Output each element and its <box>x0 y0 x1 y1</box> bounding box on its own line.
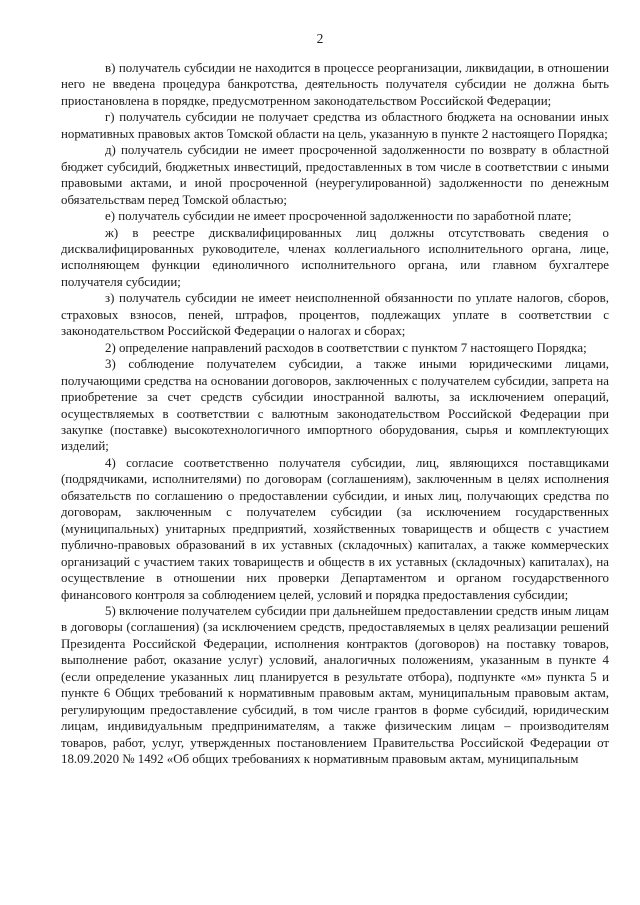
paragraph-d-overdue-debt: д) получатель субсидии не имеет просроченной задолженности по возврату в областной бюджет субсидий, бюджетных инвестиций, предоставленных в том числе в соответствии с иными правовыми актами, и иной просроченной (неурегулированной) задолженности по денежным обязательствам перед Томской областью; <box>61 143 609 207</box>
paragraph-2-expense-directions: 2) определение направлений расходов в соответствии с пунктом 7 настоящего Порядка; <box>105 340 587 355</box>
paragraph-5-contract-conditions: 5) включение получателем субсидии при дальнейшем предоставлении средств иным лицам в договоры (соглашения) (за исключением средств, предоставляемых в целях реализации решений Президента Российской Федерации, исполнения контрактов (договоров) на поставку товаров, выполнение работ, оказание услуг) условий, аналогичных положениям, указанным в пункте 4 (если определение указанных лиц планируется в результате отбора), подпункте «м» пункта 5 и пункте 6 Общих требований к нормативным правовым актам, муниципальным правовым актам, регулирующим предоставление субсидий, в том числе грантов в форме субсидий, юридическим лицам, индивидуальным предпринимателям, а также физическим лицам – производителям товаров, работ, услуг, утвержденных постановлением Правительства Российской Федерации от 18.09.2020 № 1492 «Об общих требованиях к нормативным правовым актам, муниципальным <box>61 603 609 767</box>
page-number: 2 <box>316 31 324 46</box>
paragraph-g-regional-budget: г) получатель субсидии не получает средства из областного бюджета на основании иных нормативных правовых актов Томской области на цель, указанную в пункте 2 настоящего Порядка; <box>61 110 609 141</box>
paragraph-3-currency-ban: 3) соблюдение получателем субсидии, а также иными юридическими лицами, получающими средства на основании договоров, заключенных с получателем субсидии, запрета на приобретение за счет средств субсидии иностранной валюты, за исключением операций, осуществляемых в соответствии с валютным законодательством Российской Федерации при закупке (поставке) высокотехнологичного импортного оборудования, сырья и комплектующих изделий; <box>61 357 609 454</box>
document-body <box>61 60 609 767</box>
paragraph-zh-disqualified-registry: ж) в реестре дисквалифицированных лиц должны отсутствовать сведения о дисквалифицированных руководителе, членах коллегиального исполнительного органа, лице, исполняющем функции единоличного исполнительного органа, или главном бухгалтере получателя субсидии; <box>61 225 609 289</box>
paragraph-e-salary-debt: е) получатель субсидии не имеет просроченной задолженности по заработной плате; <box>105 209 572 224</box>
paragraph-4-inspection-consent: 4) согласие соответственно получателя субсидии, лиц, являющихся поставщиками (подрядчиками, исполнителями) по договорам (соглашениям), заключенным в целях исполнения обязательств по соглашению о предоставлении субсидии, и иных лиц, получающих средства по договорам, заключенным с получателем субсидии (за исключением государственных (муниципальных) унитарных предприятий, хозяйственных товариществ и обществ с участием публично-правовых образований в их уставных (складочных) капиталах, а также коммерческих организаций с участием таких товариществ и обществ в их уставных (складочных) капиталах), на осуществление в отношении них проверки Департаментом и органом государственного финансового контроля за соблюдением целей, условий и порядка предоставления субсидии; <box>61 455 609 602</box>
paragraph-z-taxes: з) получатель субсидии не имеет неисполненной обязанности по уплате налогов, сборов, страховых взносов, пеней, штрафов, процентов, подлежащих уплате в соответствии с законодательством Российской Федерации о налогах и сборах; <box>61 291 609 339</box>
paragraph-v-reorganization: в) получатель субсидии не находится в процессе реорганизации, ликвидации, в отношении него не введена процедура банкротства, деятельность получателя субсидии не должна быть приостановлена в порядке, предусмотренном законодательством Российской Федерации; <box>61 61 609 108</box>
